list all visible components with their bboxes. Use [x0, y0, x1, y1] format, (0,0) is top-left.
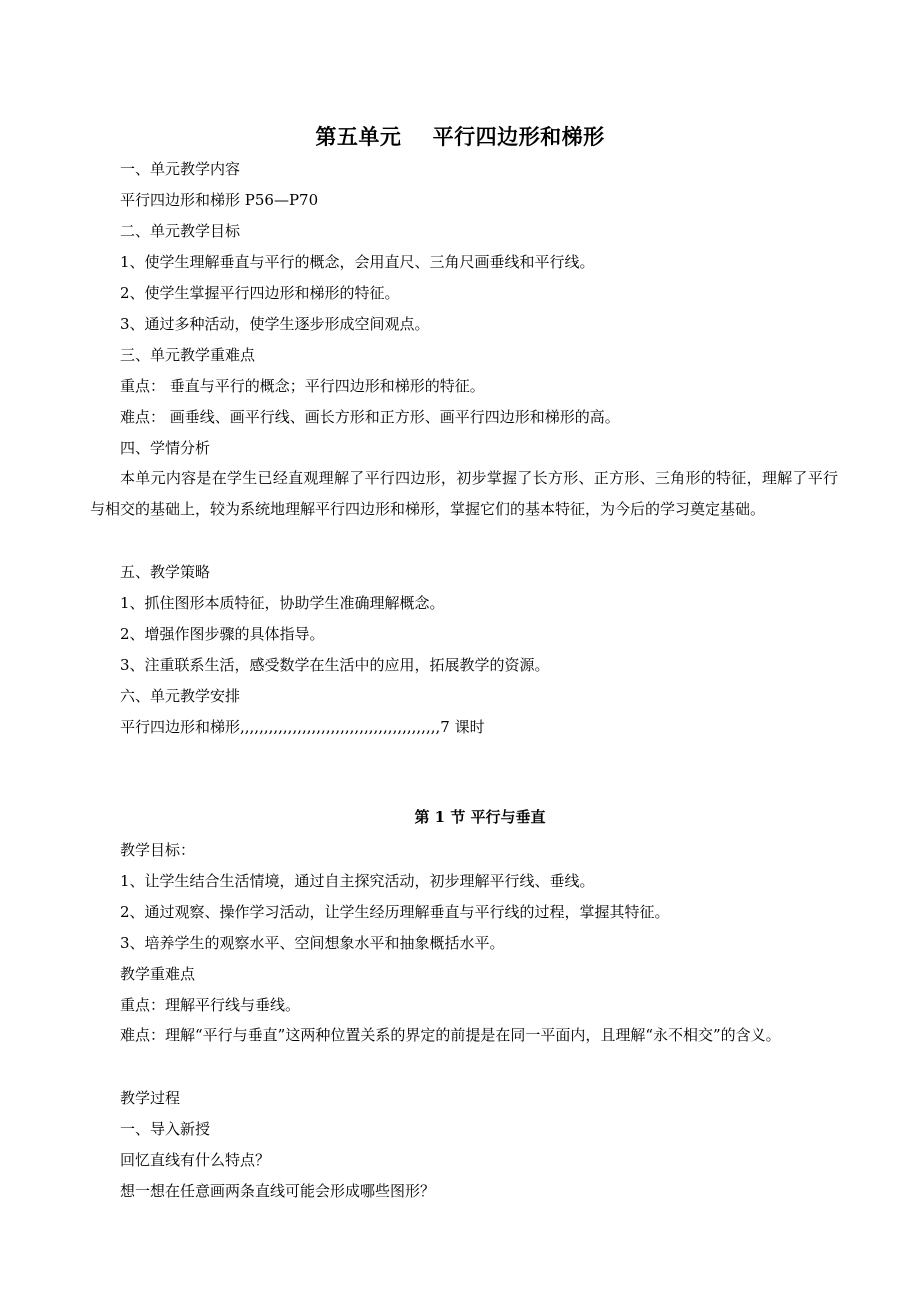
- unit-title: 第五单元 平行四边形和梯形: [315, 124, 605, 149]
- lesson-keypoints-heading: 教学重难点: [120, 965, 196, 983]
- unit-analysis-text: 本单元内容是在学生已经直观理解了平行四边形，初步掌握了长方形、正方形、三角形的特征，理解了平行与相交的基础上，较为系统地理解平行四边形和梯形，掌握它们的基本特征，为今后的学习奠定基础。: [90, 469, 838, 518]
- unit-goal-item: 3、通过多种活动，使学生逐步形成空间观点。: [120, 315, 430, 333]
- unit-content-heading: 一、单元教学内容: [120, 160, 241, 178]
- unit-strategy-item: 3、注重联系生活，感受数学在生活中的应用，拓展教学的资源。: [120, 656, 550, 674]
- unit-goals-heading: 二、单元教学目标: [120, 222, 241, 240]
- unit-content-text: 平行四边形和梯形 P56—P70: [120, 191, 319, 209]
- unit-schedule-text: 平行四边形和梯形,,,,,,,,,,,,,,,,,,,,,,,,,,,,,,,,,,,,,,,,,,7 课时: [120, 718, 485, 736]
- lesson-difficult-point: 难点：理解“平行与垂直”这两种位置关系的界定的前提是在同一平面内，且理解“永不相交”的含义。: [120, 1026, 781, 1044]
- unit-goal-item: 1、使学生理解垂直与平行的概念，会用直尺、三角尺画垂线和平行线。: [120, 253, 595, 271]
- lesson-goal-item: 1、让学生结合生活情境，通过自主探究活动，初步理解平行线、垂线。: [120, 872, 595, 890]
- lesson-goal-item: 2、通过观察、操作学习活动，让学生经历理解垂直与平行线的过程，掌握其特征。: [120, 903, 670, 921]
- lesson-process-heading: 教学过程: [120, 1089, 181, 1107]
- unit-analysis-heading: 四、学情分析: [120, 439, 211, 457]
- unit-strategy-item: 2、增强作图步骤的具体指导。: [120, 625, 325, 643]
- lesson-intro-heading: 一、导入新授: [120, 1120, 211, 1138]
- unit-key-point: 重点： 垂直与平行的概念；平行四边形和梯形的特征。: [120, 377, 485, 395]
- lesson-title: 第 1 节 平行与垂直: [414, 808, 546, 826]
- unit-goal-item: 2、使学生掌握平行四边形和梯形的特征。: [120, 284, 400, 302]
- unit-strategy-item: 1、抓住图形本质特征，协助学生准确理解概念。: [120, 594, 445, 612]
- unit-strategy-heading: 五、教学策略: [120, 563, 211, 581]
- lesson-goal-item: 3、培养学生的观察水平、空间想象水平和抽象概括水平。: [120, 934, 505, 952]
- lesson-question: 回忆直线有什么特点？: [120, 1151, 271, 1169]
- unit-difficult-point: 难点： 画垂线、画平行线、画长方形和正方形、画平行四边形和梯形的高。: [120, 408, 620, 426]
- lesson-goals-heading: 教学目标：: [120, 841, 196, 859]
- unit-keypoints-heading: 三、单元教学重难点: [120, 346, 256, 364]
- unit-schedule-heading: 六、单元教学安排: [120, 687, 241, 705]
- lesson-question: 想一想在任意画两条直线可能会形成哪些图形？: [120, 1182, 436, 1200]
- lesson-key-point: 重点：理解平行线与垂线。: [120, 996, 301, 1014]
